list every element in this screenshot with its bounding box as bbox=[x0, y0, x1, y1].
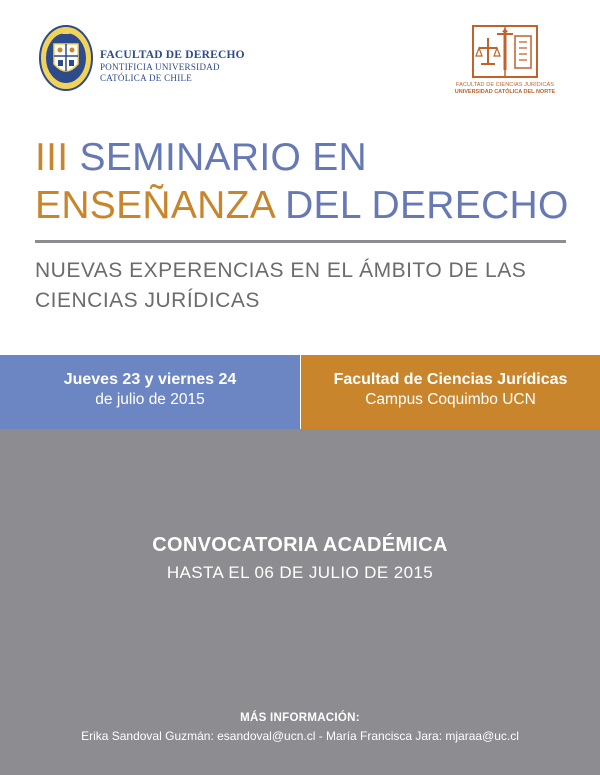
seminar-title bbox=[35, 134, 569, 230]
scales-of-justice-crest-icon bbox=[471, 24, 539, 79]
university-seal-icon bbox=[38, 24, 94, 92]
more-info-heading: MÁS INFORMACIÓN: bbox=[240, 712, 360, 724]
seminar-subtitle bbox=[35, 256, 575, 316]
event-dates: Jueves 23 y viernes 24 bbox=[63, 371, 237, 388]
logo-right-line1: FACULTAD DE CIENCIAS JURÍDICAS bbox=[455, 82, 555, 88]
title-line1-orange: III bbox=[35, 136, 80, 179]
logo-right-line2: UNIVERSIDAD CATÓLICA DEL NORTE bbox=[454, 89, 556, 95]
call-section bbox=[0, 429, 600, 775]
puc-law-logo bbox=[38, 22, 258, 102]
subtitle-line2: CIENCIAS JURÍDICAS bbox=[35, 289, 260, 312]
venue-campus: Campus Coquimbo UCN bbox=[365, 391, 536, 408]
logo-left-line1: FACULTAD DE DERECHO bbox=[100, 49, 245, 61]
venue-band bbox=[301, 355, 600, 429]
call-title: CONVOCATORIA ACADÉMICA bbox=[152, 534, 448, 556]
contact-info: Erika Sandoval Guzmán: esandoval@ucn.cl - María Francisca Jara: mjaraa@uc.cl bbox=[81, 729, 519, 743]
title-line1-blue: SEMINARIO EN bbox=[79, 136, 368, 179]
call-deadline: HASTA EL 06 DE JULIO DE 2015 bbox=[166, 563, 434, 582]
logo-left-line3: CATÓLICA DE CHILE bbox=[100, 73, 193, 83]
venue-faculty: Facultad de Ciencias Jurídicas bbox=[333, 371, 568, 388]
title-divider bbox=[35, 240, 566, 243]
title-line2-orange: ENSEÑANZA bbox=[35, 184, 286, 227]
logo-left-line2: PONTIFICIA UNIVERSIDAD bbox=[100, 62, 220, 72]
date-band bbox=[0, 355, 300, 429]
title-line2-blue: DEL DERECHO bbox=[285, 184, 569, 227]
event-month-year: de julio de 2015 bbox=[95, 391, 205, 408]
ucn-law-logo bbox=[440, 24, 570, 104]
subtitle-line1: NUEVAS EXPERENCIAS EN EL ÁMBITO DE LAS bbox=[35, 259, 527, 282]
